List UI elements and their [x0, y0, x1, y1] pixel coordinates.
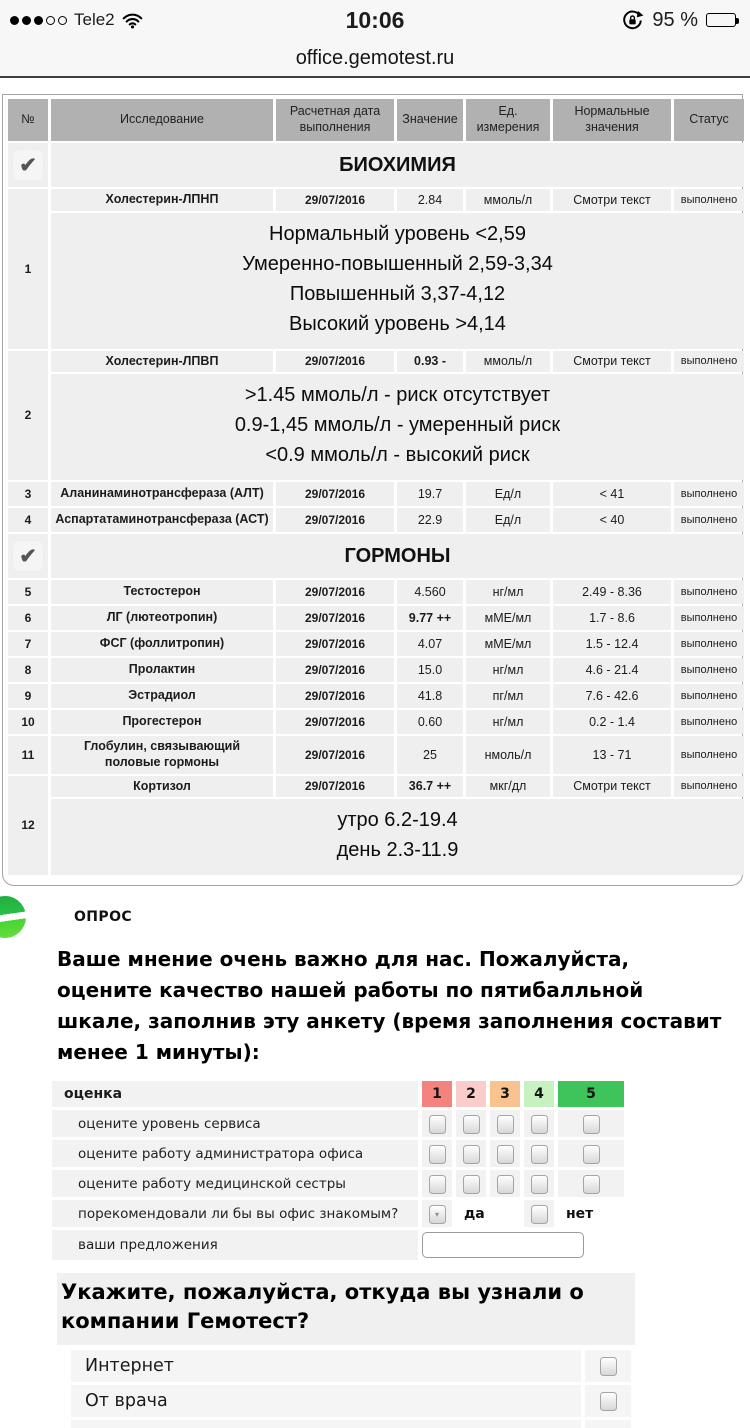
- test-name: Прогестерон: [51, 710, 273, 734]
- rating-checkbox-cell: [490, 1170, 520, 1197]
- rating-checkbox[interactable]: [429, 1115, 446, 1134]
- test-unit: Ед/л: [466, 508, 550, 532]
- test-unit: Ед/л: [466, 482, 550, 506]
- signal-dot: [10, 16, 19, 25]
- test-normal-range: Смотри текст: [553, 351, 671, 373]
- survey-header: [0, 898, 750, 936]
- recommend-no-checkbox[interactable]: [531, 1205, 548, 1224]
- rating-checkbox[interactable]: [583, 1115, 600, 1134]
- test-unit: ммоль/л: [466, 351, 550, 373]
- scale-header-4: 4: [524, 1081, 554, 1107]
- test-value: 25: [397, 736, 463, 773]
- reference-note-line: >1.45 ммоль/л - риск отсутствует: [244, 384, 551, 407]
- column-header-num: №: [8, 99, 48, 141]
- result-row: [8, 351, 744, 373]
- test-value: 4.560: [397, 580, 463, 604]
- test-status: выполнено: [674, 606, 744, 630]
- signal-strength-icon: [10, 16, 67, 25]
- rating-checkbox[interactable]: [429, 1145, 446, 1164]
- recommend-row: [52, 1200, 624, 1227]
- recommend-yes-cell: [422, 1200, 452, 1227]
- row-number: 9: [8, 684, 48, 708]
- row-number: 10: [8, 710, 48, 734]
- test-name: ФСГ (фоллитропин): [51, 632, 273, 656]
- source-option-row: [71, 1385, 631, 1417]
- signal-dot: [22, 16, 31, 25]
- column-header-unit: Ед. измерения: [466, 99, 550, 141]
- scale-header-2: 2: [456, 1081, 486, 1107]
- clock: 10:06: [345, 6, 405, 33]
- test-normal-range: Смотри текст: [553, 776, 671, 798]
- results-table-frame: [2, 94, 743, 886]
- rating-table: [48, 1078, 628, 1263]
- result-row: [8, 189, 744, 211]
- signal-dot: [46, 16, 55, 25]
- reference-note-line: Умеренно-повышенный 2,59-3,34: [242, 252, 553, 275]
- test-date: 29/07/2016: [276, 580, 394, 604]
- test-normal-range: 0.2 - 1.4: [553, 710, 671, 734]
- test-name: Холестерин-ЛПНП: [51, 189, 273, 211]
- test-date: 29/07/2016: [276, 776, 394, 798]
- rating-checkbox-cell: [456, 1140, 486, 1167]
- rating-checkbox[interactable]: [531, 1115, 548, 1134]
- rating-checkbox[interactable]: [583, 1145, 600, 1164]
- test-unit: нг/мл: [466, 658, 550, 682]
- test-name: Глобулин, связывающий половые гормоны: [51, 736, 273, 773]
- source-checkbox-cell: [585, 1420, 631, 1428]
- row-number: 12: [8, 776, 48, 876]
- reference-note-line: день 2.3-11.9: [336, 839, 459, 862]
- test-normal-range: Смотри текст: [553, 189, 671, 211]
- test-value: 2.84: [397, 189, 463, 211]
- test-date: 29/07/2016: [276, 508, 394, 532]
- test-unit: мМЕ/мл: [466, 606, 550, 630]
- result-row: [8, 736, 744, 773]
- recommend-no-cell: [524, 1200, 554, 1227]
- test-normal-range: 1.5 - 12.4: [553, 632, 671, 656]
- battery-icon: [706, 13, 736, 27]
- column-header-date: Расчетная дата выполнения: [276, 99, 394, 141]
- test-name: Тестостерон: [51, 580, 273, 604]
- section-check-cell: [8, 143, 48, 187]
- test-name: Аланинаминотрансфераза (АЛТ): [51, 482, 273, 506]
- rating-checkbox[interactable]: [497, 1115, 514, 1134]
- test-name: Аспартатаминотрансфераза (АСТ): [51, 508, 273, 532]
- rating-checkbox[interactable]: [463, 1115, 480, 1134]
- reference-note-line: Нормальный уровень <2,59: [269, 222, 526, 245]
- test-normal-range: 4.6 - 21.4: [553, 658, 671, 682]
- source-option-label: [71, 1420, 581, 1428]
- test-name: ЛГ (лютеотропин): [51, 606, 273, 630]
- survey-section: [0, 898, 750, 1428]
- result-row: [8, 776, 744, 798]
- test-value: 9.77 ++: [397, 606, 463, 630]
- rating-checkbox[interactable]: [497, 1145, 514, 1164]
- test-status: выполнено: [674, 710, 744, 734]
- status-bar: [0, 0, 750, 40]
- rating-question-label: оцените уровень сервиса: [52, 1110, 418, 1137]
- recommend-no-label: нет: [566, 1205, 594, 1222]
- battery-percent: 95 %: [652, 8, 698, 31]
- suggestions-input-cell: [422, 1230, 624, 1260]
- column-header-value: Значение: [397, 99, 463, 141]
- rating-checkbox[interactable]: [429, 1175, 446, 1194]
- recommend-question-label: порекомендовали ли бы вы офис знакомым?: [52, 1200, 418, 1227]
- test-status: выполнено: [674, 580, 744, 604]
- rating-header-row: [52, 1081, 624, 1107]
- section-row: [8, 534, 744, 578]
- source-option-label: От врача: [71, 1385, 581, 1417]
- source-option-label: Интернет: [71, 1350, 581, 1382]
- row-number: 11: [8, 736, 48, 773]
- test-date: 29/07/2016: [276, 736, 394, 773]
- row-number: 4: [8, 508, 48, 532]
- test-name: Эстрадиол: [51, 684, 273, 708]
- row-number: 5: [8, 580, 48, 604]
- rating-checkbox[interactable]: [531, 1175, 548, 1194]
- recommend-yes-label: да: [464, 1205, 485, 1222]
- test-unit: ммоль/л: [466, 189, 550, 211]
- reference-note-line: утро 6.2-19.4: [337, 809, 458, 832]
- rating-checkbox[interactable]: [463, 1145, 480, 1164]
- test-date: 29/07/2016: [276, 658, 394, 682]
- rating-checkbox-cell: [422, 1110, 452, 1137]
- source-checkbox[interactable]: [600, 1392, 617, 1411]
- test-normal-range: < 41: [553, 482, 671, 506]
- test-value: 36.7 ++: [397, 776, 463, 798]
- row-number: 8: [8, 658, 48, 682]
- test-date: 29/07/2016: [276, 482, 394, 506]
- test-name: Кортизол: [51, 776, 273, 798]
- test-unit: нг/мл: [466, 710, 550, 734]
- rating-checkbox[interactable]: [463, 1175, 480, 1194]
- section-check-cell: [8, 534, 48, 578]
- test-normal-range: 1.7 - 8.6: [553, 606, 671, 630]
- section-title: ГОРМОНЫ: [51, 534, 744, 578]
- rating-table-label: оценка: [52, 1081, 418, 1107]
- test-unit: пг/мл: [466, 684, 550, 708]
- test-status: выполнено: [674, 776, 744, 798]
- test-normal-range: 2.49 - 8.36: [553, 580, 671, 604]
- suggestions-input[interactable]: [422, 1232, 584, 1258]
- test-normal-range: < 40: [553, 508, 671, 532]
- url-bar[interactable]: [0, 40, 750, 78]
- note-row: [8, 213, 744, 349]
- test-status: выполнено: [674, 508, 744, 532]
- test-status: выполнено: [674, 482, 744, 506]
- test-normal-range: 13 - 71: [553, 736, 671, 773]
- column-header-normal: Нормальные значения: [553, 99, 671, 141]
- result-row: [8, 684, 744, 708]
- checkmark-icon: ✔: [13, 541, 43, 571]
- carrier-label: Tele2: [74, 10, 115, 29]
- rating-question-row: [52, 1170, 624, 1197]
- source-options: [71, 1350, 631, 1428]
- signal-dot: [58, 16, 67, 25]
- reference-note-line: 0.9-1,45 ммоль/л - умеренный риск: [234, 414, 561, 437]
- reference-note: [51, 213, 744, 349]
- suggestions-label: ваши предложения: [52, 1230, 418, 1260]
- rating-question-row: [52, 1110, 624, 1137]
- test-name: Пролактин: [51, 658, 273, 682]
- note-row: [8, 374, 744, 480]
- rating-checkbox-cell: [524, 1170, 554, 1197]
- rating-checkbox-cell: [524, 1140, 554, 1167]
- suggestions-row: [52, 1230, 624, 1260]
- rating-question-row: [52, 1140, 624, 1167]
- test-name: Холестерин-ЛПВП: [51, 351, 273, 373]
- source-checkbox-cell: [585, 1385, 631, 1417]
- rating-checkbox-cell: [558, 1170, 624, 1197]
- test-status: выполнено: [674, 736, 744, 773]
- source-checkbox[interactable]: [600, 1357, 617, 1376]
- rating-checkbox-cell: [456, 1110, 486, 1137]
- faint-check-mark-icon: ▾: [434, 1210, 439, 1220]
- gemotest-logo-icon: [0, 893, 29, 940]
- rating-checkbox-cell: [422, 1140, 452, 1167]
- test-status: выполнено: [674, 658, 744, 682]
- test-value: 4.07: [397, 632, 463, 656]
- test-status: выполнено: [674, 351, 744, 373]
- test-date: 29/07/2016: [276, 189, 394, 211]
- result-row: [8, 508, 744, 532]
- scale-header-5: 5: [558, 1081, 624, 1107]
- signal-dot: [34, 16, 43, 25]
- rating-checkbox-cell: [456, 1170, 486, 1197]
- checkmark-icon: ✔: [13, 150, 43, 180]
- test-date: 29/07/2016: [276, 632, 394, 656]
- rating-checkbox-cell: [558, 1110, 624, 1137]
- wifi-icon: [122, 12, 143, 29]
- test-unit: мМЕ/мл: [466, 632, 550, 656]
- rating-checkbox-cell: [490, 1140, 520, 1167]
- test-unit: нг/мл: [466, 580, 550, 604]
- survey-intro: Ваше мнение очень важно для нас. Пожалуйста, оцените качество нашей работы по пятибалльной шкале, заполнив эту анкету (время заполнения составит менее 1 минуты):: [57, 947, 722, 1065]
- reference-note-line: Высокий уровень >4,14: [289, 312, 506, 335]
- reference-note-line: Повышенный 3,37-4,12: [289, 282, 506, 305]
- test-value: 15.0: [397, 658, 463, 682]
- row-number: 1: [8, 189, 48, 349]
- test-value: 0.60: [397, 710, 463, 734]
- rating-question-label: оцените работу администратора офиса: [52, 1140, 418, 1167]
- source-question: Укажите, пожалуйста, откуда вы узнали о компании Гемотест?: [57, 1273, 635, 1345]
- test-date: 29/07/2016: [276, 351, 394, 373]
- test-unit: мкг/дл: [466, 776, 550, 798]
- survey-title: ОПРОС: [74, 909, 133, 926]
- test-value: 0.93 -: [397, 351, 463, 373]
- rating-checkbox-cell: [524, 1110, 554, 1137]
- column-header-name: Исследование: [51, 99, 273, 141]
- section-row: [8, 143, 744, 187]
- recommend-yes-checkbox[interactable]: [429, 1205, 446, 1224]
- column-header-status: Статус: [674, 99, 744, 141]
- result-row: [8, 632, 744, 656]
- url-text: office.gemotest.ru: [295, 46, 455, 69]
- scale-header-3: 3: [490, 1081, 520, 1107]
- row-number: 6: [8, 606, 48, 630]
- test-status: выполнено: [674, 632, 744, 656]
- result-row: [8, 606, 744, 630]
- results-table: [5, 97, 747, 877]
- source-option-row: [71, 1350, 631, 1382]
- result-row: [8, 482, 744, 506]
- source-checkbox-cell: [585, 1350, 631, 1382]
- row-number: 2: [8, 351, 48, 481]
- test-normal-range: 7.6 - 42.6: [553, 684, 671, 708]
- rotation-lock-icon: [621, 9, 644, 32]
- test-status: выполнено: [674, 684, 744, 708]
- section-title: БИОХИМИЯ: [51, 143, 744, 187]
- rating-question-label: оцените работу медицинской сестры: [52, 1170, 418, 1197]
- result-row: [8, 580, 744, 604]
- rating-checkbox-cell: [422, 1170, 452, 1197]
- rating-checkbox[interactable]: [583, 1175, 600, 1194]
- result-row: [8, 710, 744, 734]
- test-value: 22.9: [397, 508, 463, 532]
- test-value: 41.8: [397, 684, 463, 708]
- row-number: 7: [8, 632, 48, 656]
- row-number: 3: [8, 482, 48, 506]
- rating-checkbox-cell: [558, 1140, 624, 1167]
- scale-header-1: 1: [422, 1081, 452, 1107]
- result-row: [8, 658, 744, 682]
- test-date: 29/07/2016: [276, 684, 394, 708]
- rating-checkbox-cell: [490, 1110, 520, 1137]
- rating-checkbox[interactable]: [497, 1175, 514, 1194]
- reference-note: [51, 799, 744, 875]
- note-row: [8, 799, 744, 875]
- test-unit: нмоль/л: [466, 736, 550, 773]
- rating-checkbox[interactable]: [531, 1145, 548, 1164]
- reference-note: [51, 374, 744, 480]
- test-date: 29/07/2016: [276, 710, 394, 734]
- source-option-row-partial: [71, 1420, 631, 1428]
- test-status: выполнено: [674, 189, 744, 211]
- test-value: 19.7: [397, 482, 463, 506]
- reference-note-line: <0.9 ммоль/л - высокий риск: [265, 444, 530, 467]
- test-date: 29/07/2016: [276, 606, 394, 630]
- results-header-row: [8, 99, 744, 141]
